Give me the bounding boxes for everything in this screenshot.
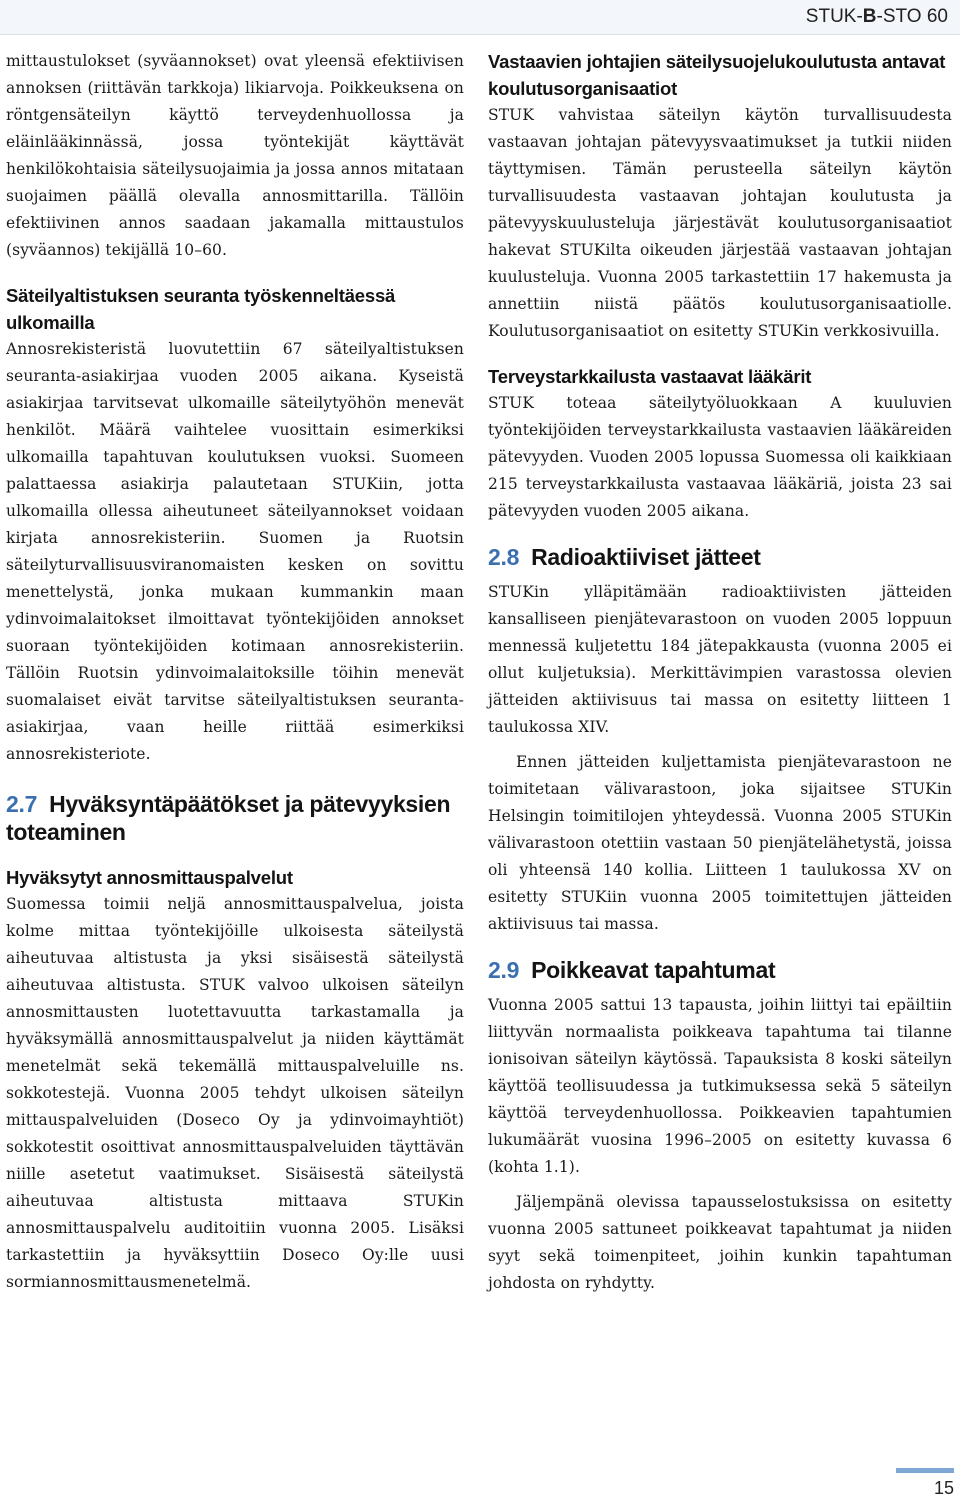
paragraph-pienjatevarasto: STUKin ylläpitämään radioaktiivisten jätteiden kansalliseen pienjätevarastoon on vuoden 2005 loppuun mennessä kuljetettu 184 jätepakkausta (vuonna 2005 ei ollut kuljetuksia). Merkittävimpien varastossa olevien jätteiden aktiivisuus tai massa on esitetty liitteen 1 taulukossa XIV. (488, 583, 952, 736)
paragraph-annosmittarit: mittaustulokset (syväannokset) ovat yleensä efektiivisen annoksen (riittävän tarkkoja) likiarvoja. Poikkeuksena on röntgensäteilyn käyttö terveydenhuollossa ja eläinlääkinnässä, jossa työntekijät käyttävät henkilökohtaisia säteilysuojaimia ja jossa annos mitataan suojaimen päällä olevalla annosmittarilla. Tällöin efektiivinen annos saadaan jakamalla mittaustulos (syväannos) tekijällä 10–60. (6, 52, 464, 259)
section-heading-2-8 (488, 543, 952, 571)
right-column (488, 48, 952, 1297)
series-identifier (806, 0, 948, 34)
heading-seuranta-ulkomailla: Säteilyaltistuksen seuranta työskenneltäessä ulkomailla (6, 285, 396, 333)
heading-terveystarkkailu: Terveystarkkailusta vastaavat lääkärit (488, 366, 812, 387)
series-bold: B (862, 6, 877, 27)
section-title: Radioaktiiviset jätteet (531, 544, 761, 570)
paragraph-laakarit: STUK toteaa säteilytyöluokkaan A kuuluvien työntekijöiden terveystarkkailusta vastaavien lääkäreiden pätevyyden. Vuoden 2005 lopussa Suomessa oli kaikkiaan 215 terveystarkkailusta vastaavaa lääkäriä, joista 23 sai pätevyyden vuoden 2005 aikana. (488, 394, 952, 520)
section-heading-2-9 (488, 956, 952, 984)
paragraph-poikkeavat-tapahtumat: Vuonna 2005 sattui 13 tapausta, joihin liittyi tai epäiltiin liittyvän normaalista poikkeava tapahtuma tai tilanne ionisoivan säteilyn käytössä. Tapauksista 8 koski säteilyn käyttöä teollisuudessa ja tutkimuksessa sekä 5 säteilyn käyttöä terveydenhuollossa. Poikkeavien tapahtumien lukumäärät vuosina 1996–2005 on esitetty kuvassa 6 (kohta 1.1). (488, 996, 952, 1176)
paragraph-annosmittauspalvelut: Suomessa toimii neljä annosmittauspalvelua, joista kolme mittaa työntekijöille ulkoisesta säteilystä aiheutuvaa altistusta ja yksi sisäisestä säteilystä aiheutuvaa altistusta. STUK valvoo ulkoisen säteilyn annosmittausten luotettavuutta tarkastamalla ja hyväksymällä annosmittauspalvelut ja niiden käyttämät menetelmät sekä tekemällä mittauspalveluille ns. sokkotestejä. Vuonna 2005 tehdyt ulkoisen säteilyn mittauspalveluiden (Doseco Oy ja ydinvoimayhtiöt) sokkotestit osoittivat annosmittauspalveluiden täyttävän niille asetetut vaatimukset. Sisäisestä säteilystä aiheutuvaa altistusta mittaava STUKin annosmittauspalvelu auditoitiin vuonna 2005. Lisäksi tarkastettiin ja hyväksyttiin Doseco Oy:lle uusi sormiannosmittausmenetelmä. (6, 895, 464, 1291)
section-number: 2.8 (488, 544, 520, 570)
series-suffix: -STO 60 (876, 6, 948, 27)
left-column (6, 48, 464, 1296)
paragraph-seuranta-asiakirjat: Annosrekisteristä luovutettiin 67 säteilyaltistuksen seuranta-asiakirjaa vuoden 2005 aikana. Kyseistä asiakirjaa tarvitsevat ulkomaille säteilytyöhön menevät henkilöt. Määrä vaihtelee vuosittain esimerkiksi ulkomailla tapahtuvan koulutuksen vuoksi. Suomeen palattaessa asiakirja palautetaan STUKiin, jotta ulkomailla ollessa aiheutuneet säteilyannokset voidaan kirjata annosrekisteriin. Suomen ja Ruotsin säteilyturvallisuusviranomaisten kesken on sovittu menettelystä, jonka mukaan kummankin maan ydinvoimalaitokset ilmoittavat työntekijöiden annokset suoraan työntekijöiden kotimaan annosrekisteriin. Tällöin Ruotsin ydinvoimalaitoksille töihin menevät suomalaiset eivät tarvitse säteilyaltistuksen seuranta-asiakirjaa, vaan heille riittää esimerkiksi annosrekisteriote. (6, 340, 464, 763)
series-prefix: STUK- (805, 6, 863, 27)
section-heading-2-7 (6, 790, 464, 846)
heading-vastaavien-johtajien: Vastaavien johtajien säteilysuojelukoulutusta antavat koulutusorganisaatiot (488, 51, 946, 99)
footer-accent-bar (896, 1468, 954, 1473)
paragraph-tapausselostukset: Jäljempänä olevissa tapausselostuksissa on esitetty vuonna 2005 sattuneet poikkeavat tapahtumat ja niiden syyt sekä toimenpiteet, joihin kunkin tapahtuman johdosta on ryhdytty. (488, 1193, 952, 1292)
section-title: Hyväksyntäpäätökset ja pätevyyksien toteaminen (6, 791, 451, 845)
paragraph-koulutusorganisaatiot: STUK vahvistaa säteilyn käytön turvallisuudesta vastaavan johtajan pätevyysvaatimukset ja tutkii niiden täyttymisen. Tämän perusteella säteilyn käytön turvallisuudesta vastaavan johtajan koulutusta ja pätevyyskuulusteluja järjestävät koulutusorganisaatiot hakevat STUKilta oikeuden järjestää vastaavan johtajan kuulusteluja. Vuonna 2005 tarkastettiin 17 hakemusta ja annettiin niistä päätös koulutusorganisaatiolle. Koulutusorganisaatiot on esitetty STUKin verkkosivuilla. (488, 106, 952, 340)
section-title: Poikkeavat tapahtumat (531, 957, 776, 983)
page-number: 15 (933, 1478, 954, 1498)
section-number: 2.7 (6, 791, 38, 817)
heading-hyvaksytyt-palvelut: Hyväksytyt annosmittauspalvelut (6, 867, 293, 888)
section-number: 2.9 (488, 957, 520, 983)
paragraph-valivarasto: Ennen jätteiden kuljettamista pienjätevarastoon ne toimitetaan välivarastoon, joka sijaitsee STUKin Helsingin toimitilojen yhteydessä. Vuonna 2005 STUKin välivarastoon otettiin vastaan 50 pienjätelähetystä, joissa oli yhteensä 140 kollia. Liitteen 1 taulukossa XV on esitetty STUKiin vuonna 2005 toimitettujen jätteiden aktiivisuus tai massa. (488, 753, 952, 933)
